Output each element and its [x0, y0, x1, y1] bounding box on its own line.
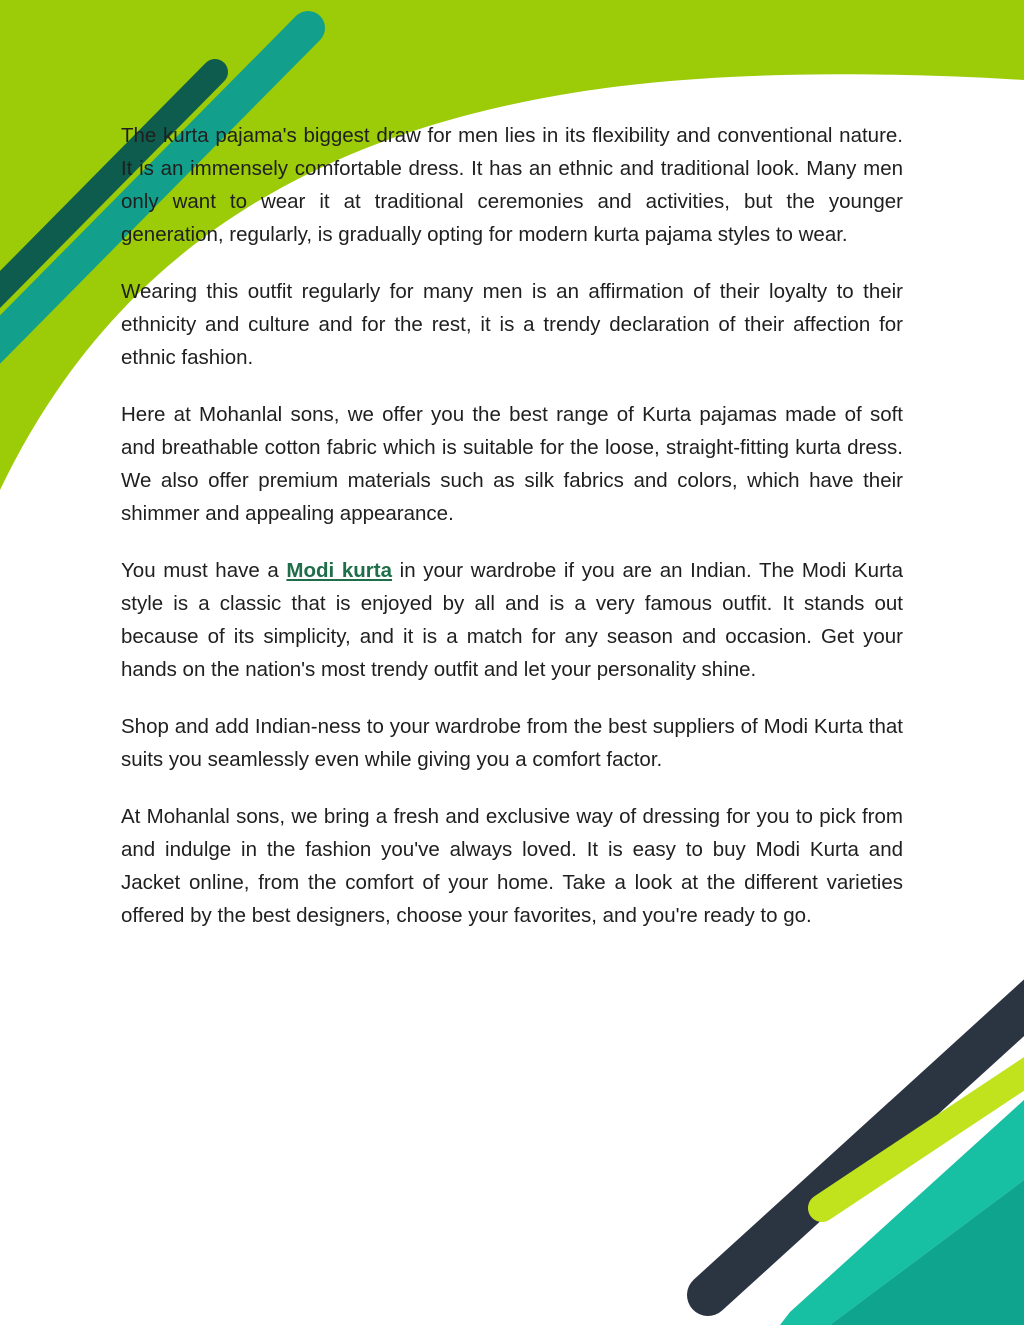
paragraph-4 [121, 554, 903, 686]
paragraph-4-rest: in your wardrobe if you are an Indian. The Modi Kurta style is a classic that is enjoyed by all and is a very famous outfit. It stands out because of its simplicity, and it is a match for any season and occasion. Get your hands on the nation's most trendy outfit and let your personality shine. [121, 559, 903, 681]
modi-kurta-link[interactable]: Modi kurta [286, 559, 393, 582]
article-body [121, 119, 903, 956]
paragraph-1: The kurta pajama's biggest draw for men lies in its flexibility and conventional nature. It is an immensely comfortable dress. It has an ethnic and traditional look. Many men only want to wear it at traditional ceremonies and activities, but the younger generation, regularly, is gradually opting for modern kurta pajama styles to wear. [121, 124, 903, 246]
paragraph-3: Here at Mohanlal sons, we offer you the best range of Kurta pajamas made of soft and breathable cotton fabric which is suitable for the loose, straight-fitting kurta dress. We also offer premium materials such as silk fabrics and colors, which have their shimmer and appealing appearance. [121, 403, 903, 525]
paragraph-2: Wearing this outfit regularly for many men is an affirmation of their loyalty to their ethnicity and culture and for the rest, it is a trendy declaration of their affection for ethnic fashion. [121, 280, 903, 369]
paragraph-4-intro: You must have a [121, 559, 287, 582]
paragraph-6: At Mohanlal sons, we bring a fresh and exclusive way of dressing for you to pick from and indulge in the fashion you've always loved. It is easy to buy Modi Kurta and Jacket online, from the comfort of your home. Take a look at the different varieties offered by the best designers, choose your favorites, and you're ready to go. [121, 805, 903, 927]
paragraph-5: Shop and add Indian-ness to your wardrobe from the best suppliers of Modi Kurta that suits you seamlessly even while giving you a comfort factor. [121, 715, 903, 771]
